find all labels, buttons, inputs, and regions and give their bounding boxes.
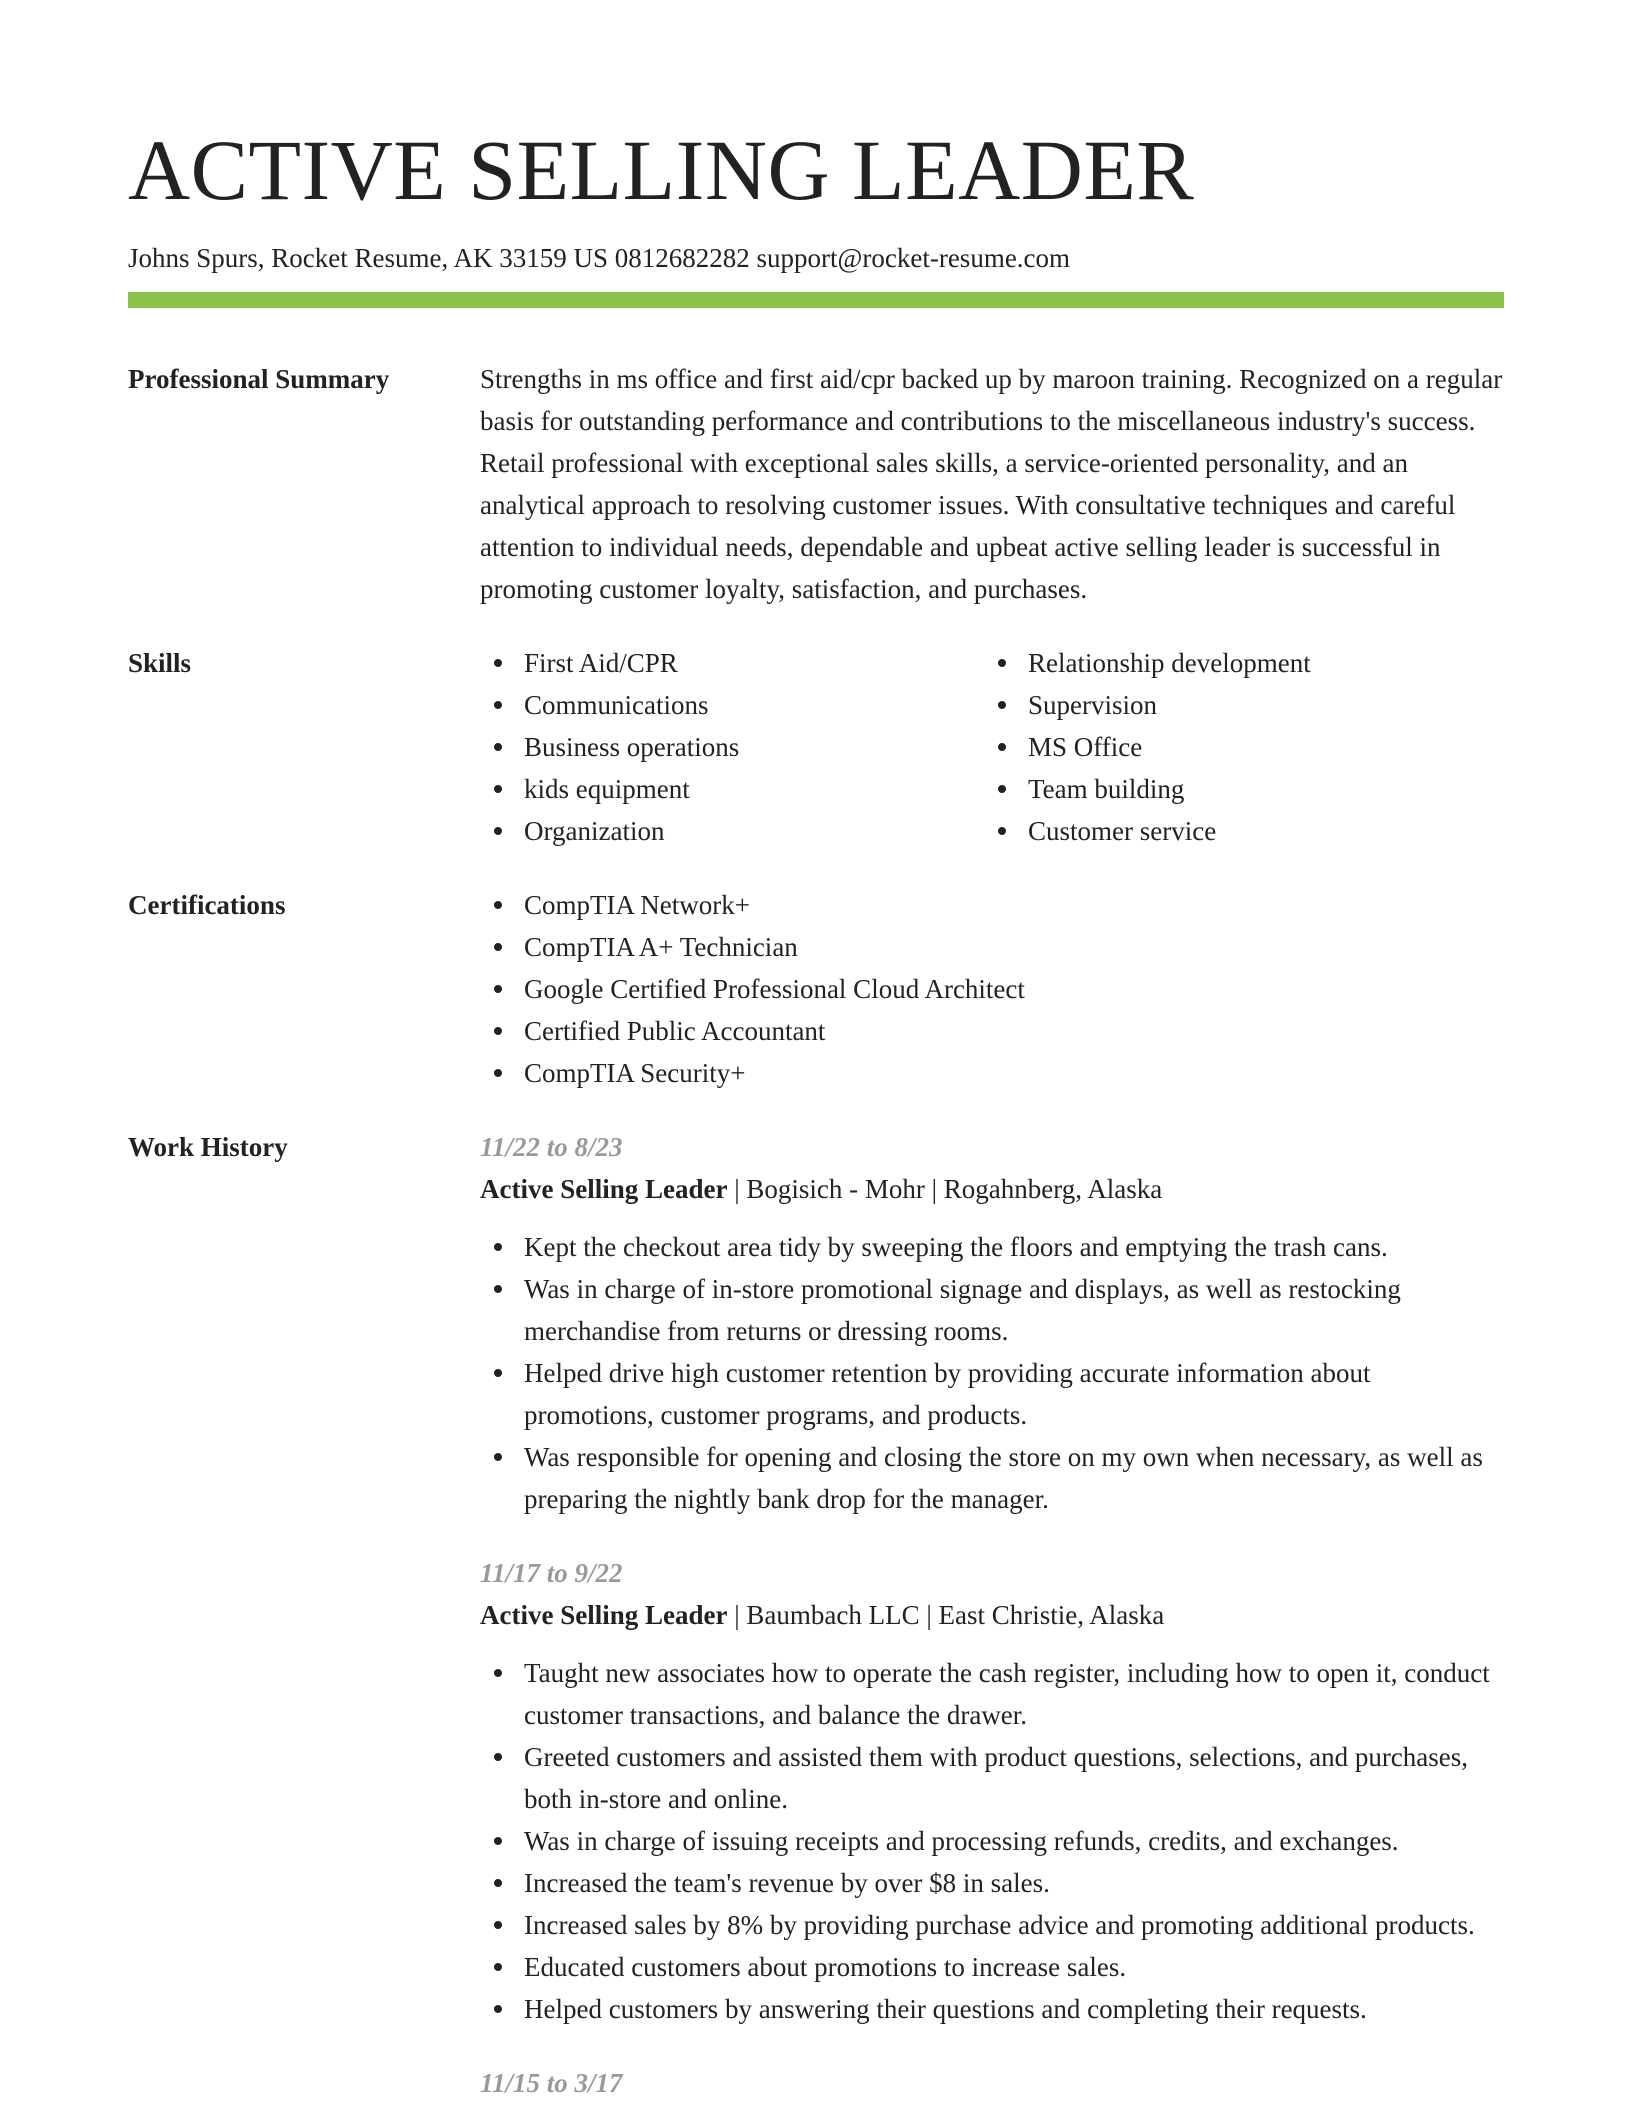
job-duty: Increased the team's revenue by over $8 in sales. xyxy=(524,1862,1504,1904)
job-duty: Helped drive high customer retention by providing accurate information about promotions, customer programs, and products. xyxy=(524,1352,1504,1436)
job-entry xyxy=(480,2062,1504,2104)
resume-page xyxy=(128,0,1504,2104)
job-entry xyxy=(480,1126,1504,1520)
skill-item: First Aid/CPR xyxy=(524,642,984,684)
contact-line: Johns Spurs, Rocket Resume, AK 33159 US 0812682282 support@rocket-resume.com xyxy=(128,243,1071,273)
job-employer-location: | Baumbach LLC | East Christie, Alaska xyxy=(727,1600,1165,1630)
job-duty: Was in charge of issuing receipts and processing refunds, credits, and exchanges. xyxy=(524,1820,1504,1862)
certification-item: CompTIA Network+ xyxy=(524,884,1504,926)
skills-section xyxy=(128,642,1504,852)
job-employer-location: | Bogisich - Mohr | Rogahnberg, Alaska xyxy=(727,1174,1163,1204)
job-duty: Increased sales by 8% by providing purchase advice and promoting additional products. xyxy=(524,1904,1504,1946)
job-dates: 11/15 to 3/17 xyxy=(480,2068,623,2098)
skill-item: kids equipment xyxy=(524,768,984,810)
job-dates: 11/17 to 9/22 xyxy=(480,1558,623,1588)
job-dates: 11/22 to 8/23 xyxy=(480,1132,623,1162)
accent-divider xyxy=(128,292,1504,308)
job-entry xyxy=(480,1552,1504,2030)
certifications-heading: Certifications xyxy=(128,890,286,920)
work-history-body xyxy=(480,1126,1504,2104)
job-title: Active Selling Leader xyxy=(480,1600,728,1630)
job-title: Active Selling Leader xyxy=(480,1174,728,1204)
certification-item: CompTIA A+ Technician xyxy=(524,926,1504,968)
job-duty: Educated customers about promotions to increase sales. xyxy=(524,1946,1504,1988)
skills-list-left xyxy=(480,642,984,852)
certification-item: Certified Public Accountant xyxy=(524,1010,1504,1052)
skill-item: Business operations xyxy=(524,726,984,768)
skill-item: Supervision xyxy=(1028,684,1528,726)
certifications-section xyxy=(128,884,1504,1094)
skills-heading: Skills xyxy=(128,648,192,678)
job-duty: Kept the checkout area tidy by sweeping the floors and emptying the trash cans. xyxy=(524,1226,1504,1268)
skill-item: Customer service xyxy=(1028,810,1528,852)
job-duty: Taught new associates how to operate the cash register, including how to open it, conduct customer transactions, and balance the drawer. xyxy=(524,1652,1504,1736)
work-history-heading: Work History xyxy=(128,1132,288,1162)
job-duty: Was responsible for opening and closing the store on my own when necessary, as well as preparing the nightly bank drop for the manager. xyxy=(524,1436,1504,1520)
job-heading xyxy=(480,1168,1504,1210)
skill-item: Organization xyxy=(524,810,984,852)
job-heading xyxy=(480,1594,1504,1636)
certifications-list xyxy=(480,884,1504,1094)
skills-list-right xyxy=(984,642,1528,852)
skills-columns xyxy=(480,642,1528,852)
skill-item: Communications xyxy=(524,684,984,726)
certification-item: Google Certified Professional Cloud Architect xyxy=(524,968,1504,1010)
job-duty: Was in charge of in-store promotional signage and displays, as well as restocking merchandise from returns or dressing rooms. xyxy=(524,1268,1504,1352)
skill-item: Team building xyxy=(1028,768,1528,810)
summary-section xyxy=(128,358,1504,610)
certifications-body xyxy=(480,884,1504,1094)
candidate-name: ACTIVE SELLING LEADER xyxy=(128,122,1195,218)
job-duty: Helped customers by answering their questions and completing their requests. xyxy=(524,1988,1504,2030)
job-duties xyxy=(480,1226,1504,1520)
job-duties xyxy=(480,1652,1504,2030)
certification-item: CompTIA Security+ xyxy=(524,1052,1504,1094)
work-history-section xyxy=(128,1126,1504,2104)
skill-item: Relationship development xyxy=(1028,642,1528,684)
summary-text: Strengths in ms office and first aid/cpr backed up by maroon training. Recognized on a regular basis for outstanding performance and contributions to the miscellaneous industry's success. Retail professional with exceptional sales skills, a service-oriented personality, and an analytical approach to resolving customer issues. With consultative techniques and careful attention to individual needs, dependable and upbeat active selling leader is successful in promoting customer loyalty, satisfaction, and purchases. xyxy=(480,364,1503,604)
summary-heading: Professional Summary xyxy=(128,364,390,394)
job-duty: Greeted customers and assisted them with product questions, selections, and purchases, both in-store and online. xyxy=(524,1736,1504,1820)
skill-item: MS Office xyxy=(1028,726,1528,768)
